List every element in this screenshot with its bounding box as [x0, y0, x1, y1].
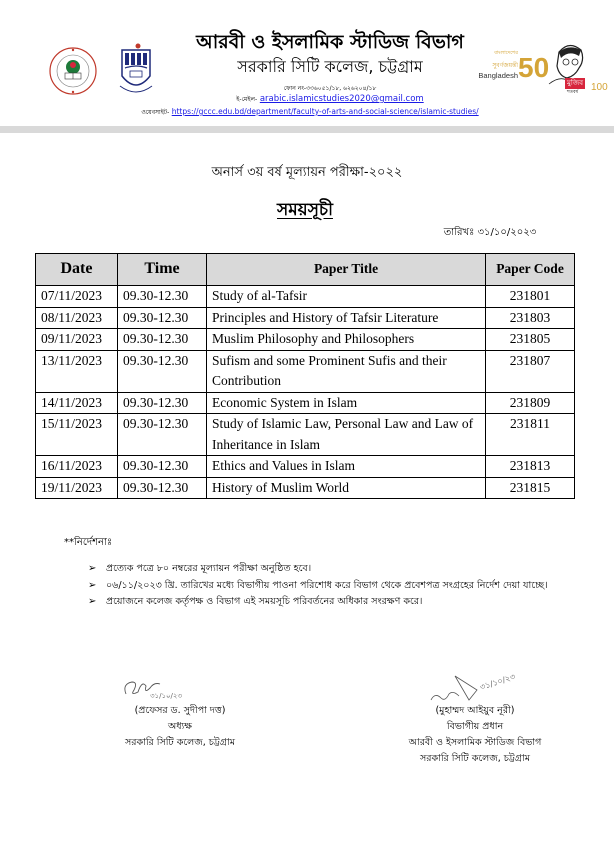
cell-date: 15/11/2023	[36, 414, 118, 456]
table-row	[36, 329, 575, 351]
cell-date: 09/11/2023	[36, 329, 118, 351]
cell-time: 09.30-12.30	[118, 477, 207, 499]
schedule-title-text: সময়সূচী	[277, 200, 333, 220]
table-header-row	[36, 254, 575, 286]
instruction-text: প্রয়োজনে কলেজ কর্তৃপক্ষ ও বিভাগ এই সময়সূচি পরিবর্তনের অধিকার সংরক্ষণ করে।	[106, 596, 423, 607]
instructions-list	[88, 561, 578, 611]
exam-schedule-table	[35, 253, 575, 499]
column-header-paper-code: Paper Code	[486, 254, 575, 286]
hod-signature-date: ৩১/১০/২৩	[478, 672, 517, 692]
hod-designation: বিভাগীয় প্রধান	[446, 721, 504, 732]
email-line	[170, 94, 490, 105]
cell-time: 09.30-12.30	[118, 307, 207, 329]
cell-paper-title: Principles and History of Tafsir Literature	[207, 307, 486, 329]
email-label: ই-মেইল-	[236, 96, 258, 103]
header-divider-band	[0, 126, 614, 133]
phone-numbers: ফোন নং-৩৩৬০৫১/১৮, ৬২৬২০৪/১৮	[283, 85, 377, 92]
golden-jubilee-logo	[478, 46, 550, 94]
cell-paper-code: 231809	[486, 392, 575, 414]
table-row	[36, 286, 575, 308]
table-row	[36, 392, 575, 414]
cell-time: 09.30-12.30	[118, 286, 207, 308]
jubilee-line3: Bangladesh	[478, 71, 518, 80]
table-row	[36, 350, 575, 392]
cell-date: 14/11/2023	[36, 392, 118, 414]
cell-paper-title: History of Muslim World	[207, 477, 486, 499]
cell-paper-title: Ethics and Values in Islam	[207, 456, 486, 478]
column-header-time: Time	[118, 254, 207, 286]
cell-paper-code: 231803	[486, 307, 575, 329]
mujib-number: 100	[591, 82, 608, 93]
cell-time: 09.30-12.30	[118, 414, 207, 456]
cell-paper-code: 231813	[486, 456, 575, 478]
cell-paper-title: Muslim Philosophy and Philosophers	[207, 329, 486, 351]
principal-designation: অধ্যক্ষ	[167, 721, 192, 732]
arrow-bullet-icon: ➢	[88, 579, 97, 591]
principal-institution: সরকারি সিটি কলেজ, চট্টগ্রাম	[124, 737, 236, 748]
hod-signature-block	[370, 703, 580, 767]
cell-date: 07/11/2023	[36, 286, 118, 308]
cell-date: 13/11/2023	[36, 350, 118, 392]
hod-institution: সরকারি সিটি কলেজ, চট্টগ্রাম	[419, 753, 531, 764]
arrow-bullet-icon: ➢	[88, 596, 97, 607]
cell-paper-code: 231807	[486, 350, 575, 392]
mujib-sub: শতবর্ষ	[567, 90, 579, 95]
cell-paper-title: Study of Islamic Law, Personal Law and Law of Inheritance in Islam	[207, 414, 486, 456]
cell-time: 09.30-12.30	[118, 350, 207, 392]
mujib-centenary-logo	[545, 42, 609, 98]
hod-department: আরবী ও ইসলামিক স্টাডিজ বিভাগ	[408, 737, 542, 748]
website-line	[60, 106, 560, 118]
head-of-department-signature	[425, 672, 525, 704]
instruction-item	[88, 561, 578, 578]
table-row	[36, 477, 575, 499]
mujib-text: মুজিব	[567, 79, 584, 87]
table-body	[36, 286, 575, 499]
principal-signature	[120, 676, 190, 702]
cell-paper-code: 231801	[486, 286, 575, 308]
column-header-paper-title: Paper Title	[207, 254, 486, 286]
instruction-item	[88, 578, 578, 595]
college-logo	[118, 42, 154, 98]
cell-time: 09.30-12.30	[118, 392, 207, 414]
arrow-bullet-icon: ➢	[88, 563, 97, 574]
cell-time: 09.30-12.30	[118, 456, 207, 478]
table-row	[36, 456, 575, 478]
jubilee-line1: বাংলাদেশের	[494, 50, 518, 56]
principal-signature-date: ৩১/১০/২৩	[150, 692, 183, 700]
column-header-date: Date	[36, 254, 118, 286]
department-name: আরবী ও ইসলামিক স্টাডিজ বিভাগ	[196, 31, 464, 53]
cell-date: 16/11/2023	[36, 456, 118, 478]
cell-date: 19/11/2023	[36, 477, 118, 499]
cell-paper-code: 231815	[486, 477, 575, 499]
college-name: সরকারি সিটি কলেজ, চট্টগ্রাম	[237, 57, 423, 76]
principal-signature-block	[95, 703, 265, 751]
education-seal-logo	[48, 46, 98, 96]
schedule-title	[230, 199, 380, 221]
cell-date: 08/11/2023	[36, 307, 118, 329]
cell-paper-title: Economic System in Islam	[207, 392, 486, 414]
website-link[interactable]: https://gccc.edu.bd/department/faculty-of-arts-and-social-science/islamic-studies/	[171, 107, 479, 116]
jubilee-line2: সুবর্ণজয়ন্তী	[492, 62, 518, 69]
email-link[interactable]: arabic.islamicstudies2020@gmail.com	[259, 94, 424, 104]
cell-time: 09.30-12.30	[118, 329, 207, 351]
instructions-heading: **নির্দেশনাঃ	[64, 537, 113, 548]
exam-title: অনার্স ৩য় বর্ষ মূল্যায়ন পরীক্ষা-২০২২	[211, 165, 403, 180]
issue-date: তারিখঃ ৩১/১০/২০২৩	[443, 227, 537, 238]
cell-paper-code: 231805	[486, 329, 575, 351]
instruction-text: ০৬/১১/২০২৩ খ্রি. তারিখের মধ্যে বিভাগীয় পাওনা পরিশোধ করে বিভাগ থেকে প্রবেশপত্র সংগ্রহের নির্দেশ দেয়া যাচ্ছে।	[106, 579, 548, 591]
instruction-item	[88, 594, 578, 611]
table-row	[36, 414, 575, 456]
cell-paper-title: Sufism and some Prominent Sufis and their Contribution	[207, 350, 486, 392]
cell-paper-title: Study of al-Tafsir	[207, 286, 486, 308]
jubilee-number: 50	[518, 52, 550, 83]
website-label: ওয়েবসাইট-	[141, 109, 170, 116]
hod-name: (মুহাম্মদ আইয়ুব নূরী)	[435, 705, 515, 716]
instruction-text: প্রত্যেক পত্রে ৮০ নম্বরের মূল্যায়ন পরীক্ষা অনুষ্ঠিত হবে।	[106, 563, 312, 574]
cell-paper-code: 231811	[486, 414, 575, 456]
principal-name: (প্রফেসর ড. সুদীপা দত্ত)	[134, 705, 226, 716]
table-row	[36, 307, 575, 329]
